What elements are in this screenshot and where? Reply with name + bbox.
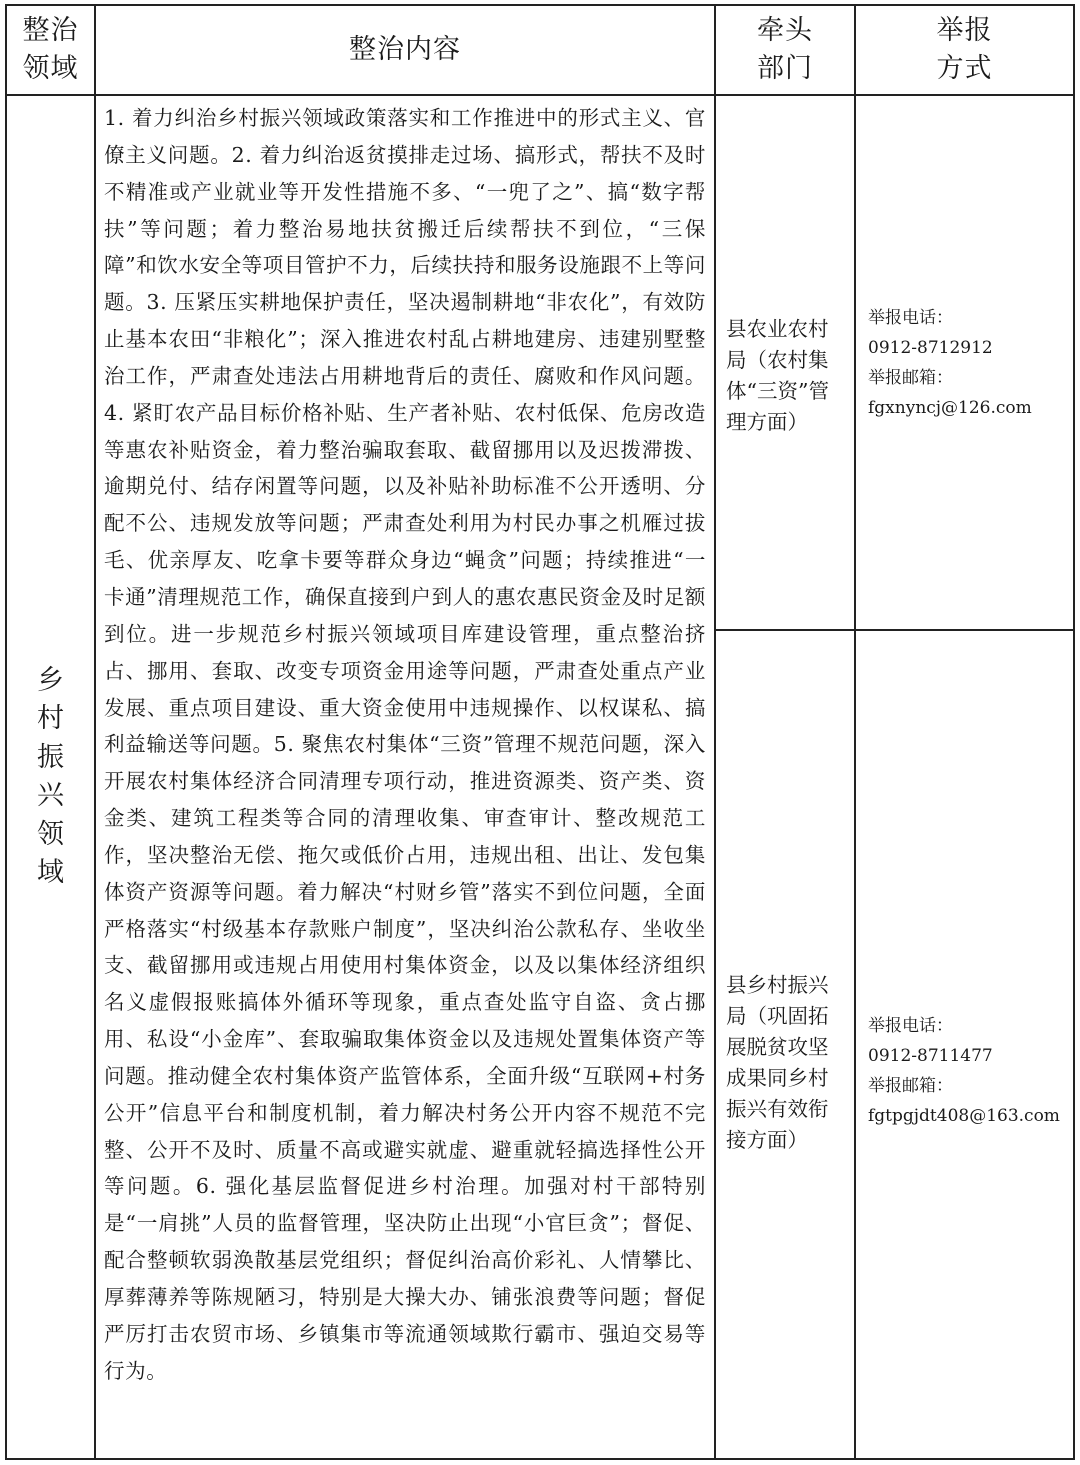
header-content — [96, 6, 714, 94]
header-department — [716, 6, 854, 94]
phone-label: 举报电话： — [868, 307, 953, 328]
report-cell-agriculture — [856, 96, 1073, 629]
email-address: fgxnyncj@126.com — [868, 397, 1032, 418]
header-report — [856, 6, 1073, 94]
email-label: 举报邮箱： — [868, 1075, 953, 1096]
area-char: 村 — [37, 703, 64, 734]
rectification-table — [5, 4, 1075, 1460]
report-cell-rural-revitalization — [856, 631, 1073, 1458]
phone-label: 举报电话： — [868, 1015, 953, 1036]
header-report-line1: 举报 — [936, 15, 993, 46]
area-char: 域 — [37, 857, 64, 888]
header-department-line1: 牵头 — [757, 15, 813, 46]
department-cell-rural-revitalization — [716, 631, 854, 1458]
area-char: 振 — [37, 741, 64, 773]
header-report-line2: 方式 — [936, 53, 993, 84]
content-cell: 1. 着力纠治乡村振兴领域政策落实和工作推进中的形式主义、官僚主义问题。2. 着力纠治返贫摸排走过场、搞形式，帮扶不及时不精准或产业就业等开发性措施不多、“一兜了之”、搞“数字帮扶”等问题；着力整治易地扶贫搬迁后续帮扶不到位，“三保障”和饮水安全等项目管护不力，后续扶持和服务设施跟不上等问题。3. 压紧压实耕地保护责任，坚决遏制耕地“非农化”，有效防止基本农田“非粮化”；深入推进农村乱占耕地建房、违建别墅整治工作，严肃查处违法占用耕地背后的责任、腐败和作风问题。4. 紧盯农产品目标价格补贴、生产者补贴、农村低保、危房改造等惠农补贴资金，着力整治骗取套取、截留挪用以及迟拨滞拨、逾期兑付、结存闲置等问题，以及补贴补助标准不公开透明、分配不公、违规发放等问题；严肃查处利用为村民办事之机雁过拔毛、优亲厚友、吃拿卡要等群众身边“蝇贪”问题；持续推进“一卡通”清理规范工作，确保直接到户到人的惠农惠民资金及时足额到位。进一步规范乡村振兴领域项目库建设管理，重点整治挤占、挪用、套取、改变专项资金用途等问题，严肃查处重点产业发展、重点项目建设、重大资金使用中违规操作、以权谋私、搞利益输送等问题。5. 聚焦农村集体“三资”管理不规范问题，深入开展农村集体经济合同清理专项行动，推进资源类、资产类、资金类、建筑工程类等合同的清理收集、审查审计、整改规范工作，坚决整治无偿、拖欠或低价占用，违规出租、出让、发包集体资产资源等问题。着力解决“村财乡管”落实不到位问题，全面严格落实“村级基本存款账户制度”，坚决纠治公款私存、坐收坐支、截留挪用或违规占用使用村集体资金，以及以集体经济组织名义虚假报账搞体外循环等现象，重点查处监守自盗、贪占挪用、私设“小金库”、套取骗取集体资金以及违规处置集体资产等问题。推动健全农村集体资产监管体系，全面升级“互联网+村务公开”信息平台和制度机制，着力解决村务公开内容不规范不完整、公开不及时、质量不高或避实就虚、避重就轻搞选择性公开等问题。6. 强化基层监督促进乡村治理。加强对村干部特别是“一肩挑”人员的监督管理，坚决防止出现“小官巨贪”；督促、配合整顿软弱涣散基层党组织；督促纠治高价彩礼、人情攀比、厚葬薄养等陈规陋习，特别是大操大办、铺张浪费等问题；督促严厉打击农贸市场、乡镇集市等流通领域欺行霸市、强迫交易等行为。 — [104, 106, 706, 1383]
department-cell-agriculture — [716, 96, 854, 629]
phone-number: 0912-8712912 — [868, 337, 993, 358]
department-name: 县乡村振兴局（巩固拓展脱贫攻坚成果同乡村振兴有效衔接方面） — [726, 972, 829, 1152]
department-name: 县农业农村局（农村集体“三资”管理方面） — [726, 316, 829, 434]
header-area — [7, 6, 94, 94]
email-label: 举报邮箱： — [868, 367, 953, 388]
area-char: 兴 — [37, 780, 64, 811]
area-cell — [7, 96, 94, 1458]
header-content-label: 整治内容 — [349, 34, 461, 65]
header-department-line2: 部门 — [757, 53, 813, 84]
phone-number: 0912-8711477 — [868, 1045, 993, 1066]
email-address: fgtpgjdt408@163.com — [868, 1105, 1060, 1126]
area-char: 领 — [37, 818, 64, 850]
header-area-line2: 领域 — [22, 53, 79, 84]
header-area-line1: 整治 — [22, 15, 79, 46]
area-char: 乡 — [37, 664, 64, 696]
